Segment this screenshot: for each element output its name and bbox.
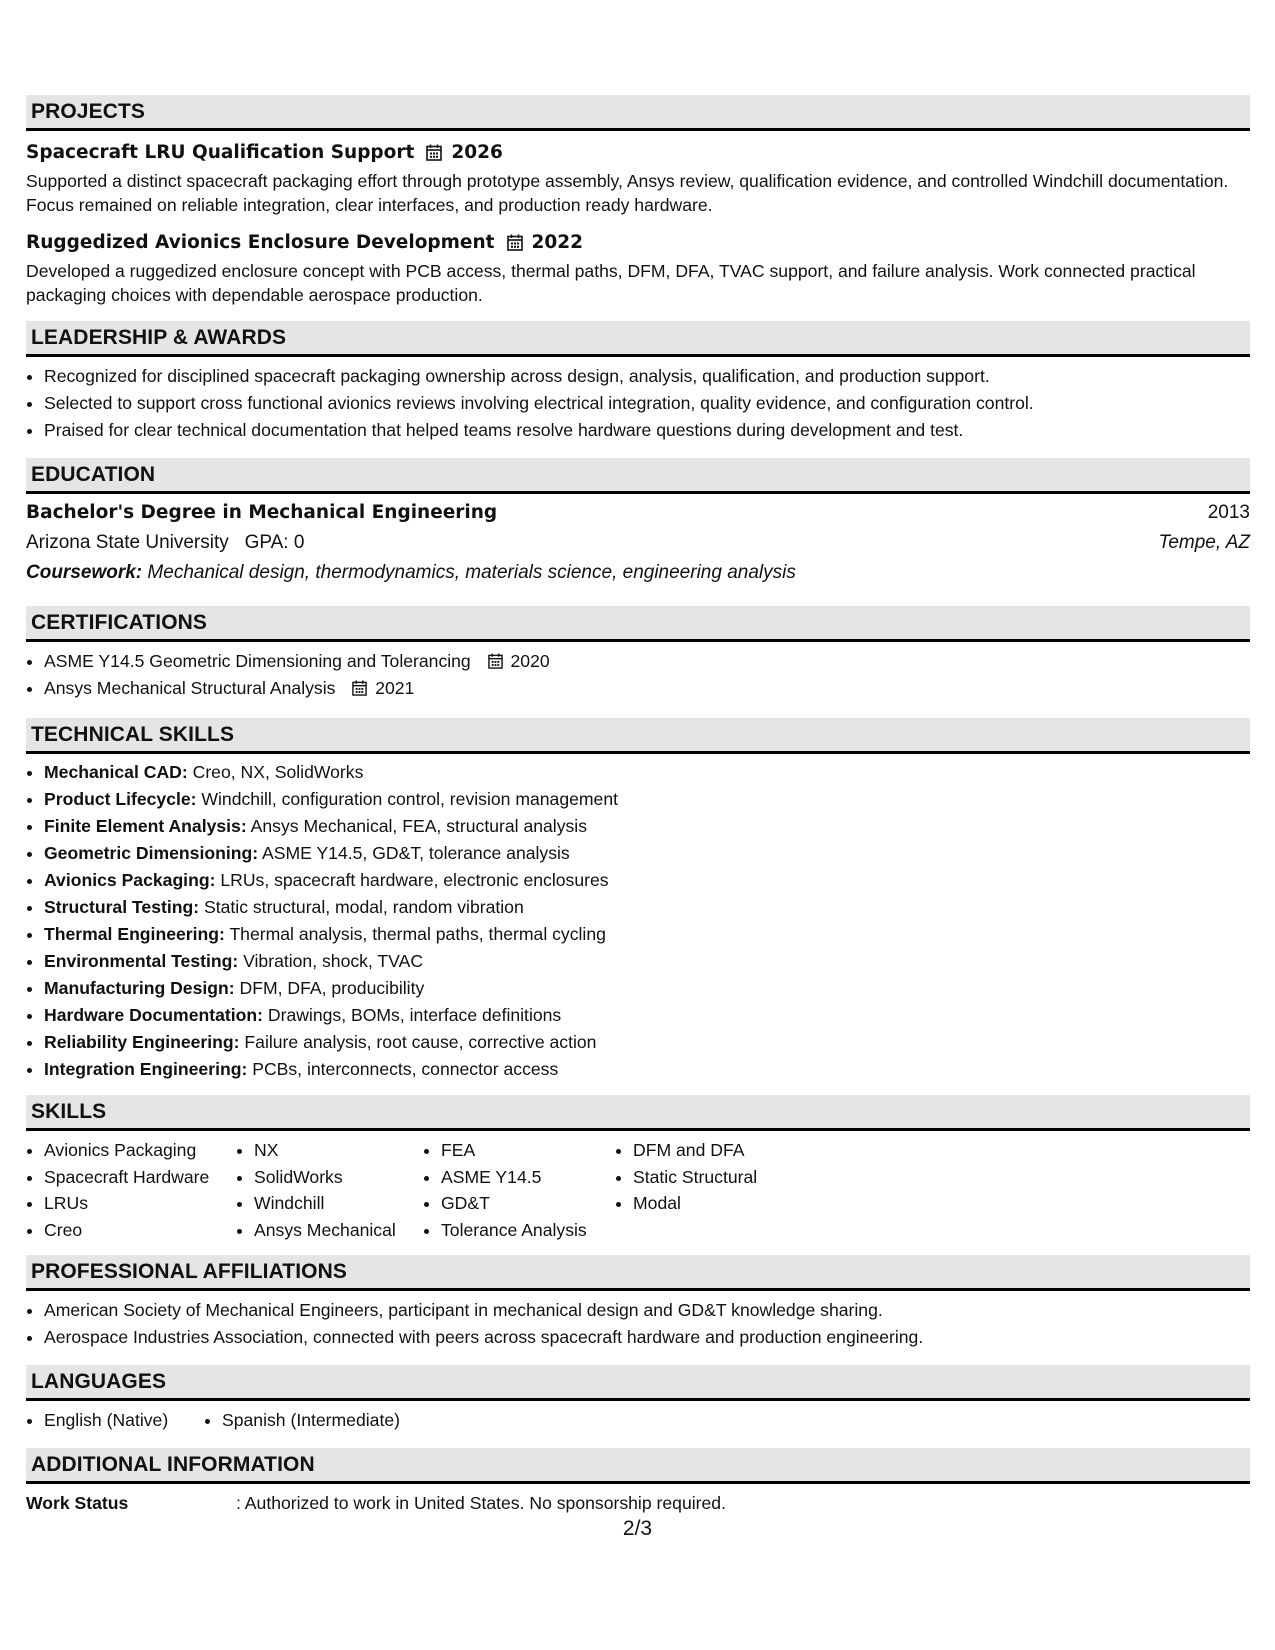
section-heading-technical-skills: TECHNICAL SKILLS [26, 718, 1250, 754]
leadership-list [26, 363, 1250, 444]
skill-label: Structural Testing: [44, 897, 200, 917]
skill-item [44, 759, 1250, 786]
skill-value: Windchill, configuration control, revision management [201, 789, 619, 809]
list-item: • Praised for clear technical documentation that helped teams resolve hardware questions during development and test. [44, 417, 1250, 444]
calendar-icon [488, 653, 503, 669]
list-item: • Avionics Packaging [44, 1137, 236, 1164]
affiliations-list [26, 1297, 1250, 1351]
coursework-text: Mechanical design, thermodynamics, materials science, engineering analysis [147, 562, 796, 583]
project-title: Spacecraft LRU Qualification Support [26, 141, 415, 163]
list-item: • FEA [441, 1137, 615, 1164]
languages-section [26, 1401, 1250, 1434]
certification-item [44, 675, 1250, 702]
skill-item [44, 975, 1250, 1002]
languages-list [26, 1407, 1250, 1434]
leadership-section [26, 357, 1250, 444]
skill-value: PCBs, interconnects, connector access [252, 1059, 559, 1079]
skills-column [236, 1137, 423, 1243]
skill-item [44, 1056, 1250, 1083]
skill-item [44, 840, 1250, 867]
list-item: • Static Structural [633, 1164, 833, 1191]
skill-item [44, 813, 1250, 840]
skill-label: Product Lifecycle: [44, 789, 197, 809]
skill-item [44, 786, 1250, 813]
certifications-list [26, 648, 1250, 702]
skills-grid [26, 1137, 1250, 1243]
skill-item [44, 921, 1250, 948]
resume-page [26, 95, 1250, 1516]
list-item: • Tolerance Analysis [441, 1217, 615, 1244]
skill-value: Ansys Mechanical, FEA, structural analysis [250, 816, 588, 836]
list-item: • Recognized for disciplined spacecraft packaging ownership across design, analysis, qualification, and production support. [44, 363, 1250, 390]
skill-label: Mechanical CAD: [44, 762, 188, 782]
project-year: 2022 [531, 231, 583, 253]
list-item: • DFM and DFA [633, 1137, 833, 1164]
list-item: • LRUs [44, 1190, 236, 1217]
skill-value: Static structural, modal, random vibration [204, 897, 524, 917]
project-description: Developed a ruggedized enclosure concept with PCB access, thermal paths, DFM, DFA, TVAC support, and failure analysis. Work connected practical packaging choices with dependable aerospace production. [26, 261, 1196, 305]
project-title: Ruggedized Avionics Enclosure Development [26, 231, 495, 253]
project-description: Supported a distinct spacecraft packaging effort through prototype assembly, Ansys review, qualification evidence, and controlled Windchill documentation. Focus remained on reliable integration, clear interfaces, and production ready hardware. [26, 171, 1229, 215]
section-heading-projects: PROJECTS [26, 95, 1250, 131]
school-and-gpa: Arizona State University GPA: 0 [26, 532, 305, 553]
skill-label: Finite Element Analysis: [44, 816, 247, 836]
certification-name: ASME Y14.5 Geometric Dimensioning and Tolerancing [44, 651, 471, 671]
coursework-label: Coursework: [26, 562, 143, 583]
list-item: • Modal [633, 1190, 833, 1217]
skill-label: Environmental Testing: [44, 951, 239, 971]
section-heading-languages: LANGUAGES [26, 1365, 1250, 1401]
list-item: • Creo [44, 1217, 236, 1244]
skill-item [44, 894, 1250, 921]
skill-label: Reliability Engineering: [44, 1032, 240, 1052]
skill-value: DFM, DFA, producibility [239, 978, 425, 998]
section-heading-leadership: LEADERSHIP & AWARDS [26, 321, 1250, 357]
skill-value: ASME Y14.5, GD&T, tolerance analysis [262, 843, 570, 863]
skills-column [423, 1137, 615, 1243]
certification-item [44, 648, 1250, 675]
page-indicator: 2/3 [622, 1517, 653, 1540]
graduation-year: 2013 [1207, 502, 1250, 523]
list-item: • Ansys Mechanical [254, 1217, 423, 1244]
certification-year: 2021 [375, 678, 415, 698]
skills-column [615, 1137, 833, 1243]
section-heading-affiliations: PROFESSIONAL AFFILIATIONS [26, 1255, 1250, 1291]
skill-item [44, 1002, 1250, 1029]
skill-value: Drawings, BOMs, interface definitions [267, 1005, 562, 1025]
skill-label: Hardware Documentation: [44, 1005, 263, 1025]
skill-label: Thermal Engineering: [44, 924, 225, 944]
school-location: Tempe, AZ [1158, 532, 1250, 553]
list-item: • SolidWorks [254, 1164, 423, 1191]
work-status-label: Work Status [26, 1493, 129, 1513]
list-item: • Spacecraft Hardware [44, 1164, 236, 1191]
skill-label: Geometric Dimensioning: [44, 843, 259, 863]
calendar-icon [352, 680, 367, 696]
section-heading-skills: SKILLS [26, 1095, 1250, 1131]
list-item: • NX [254, 1137, 423, 1164]
technical-skills-section [26, 754, 1250, 1083]
project-item [26, 229, 1250, 307]
list-item: • Spanish (Intermediate) [222, 1407, 400, 1434]
calendar-icon [507, 234, 523, 251]
skill-value: LRUs, spacecraft hardware, electronic enclosures [220, 870, 609, 890]
skill-label: Integration Engineering: [44, 1059, 248, 1079]
affiliations-section [26, 1291, 1250, 1351]
certifications-section [26, 642, 1250, 702]
skill-value: Failure analysis, root cause, corrective action [244, 1032, 597, 1052]
project-item [26, 139, 1250, 217]
skill-value: Vibration, shock, TVAC [243, 951, 424, 971]
certification-name: Ansys Mechanical Structural Analysis [44, 678, 336, 698]
education-section [26, 494, 1250, 588]
work-status-value: : Authorized to work in United States. No sponsorship required. [236, 1493, 726, 1513]
additional-section [26, 1484, 1250, 1516]
list-item: • GD&T [441, 1190, 615, 1217]
degree-title: Bachelor's Degree in Mechanical Engineering [26, 502, 498, 523]
section-heading-certifications: CERTIFICATIONS [26, 606, 1250, 642]
skill-value: Creo, NX, SolidWorks [192, 762, 364, 782]
skills-section [26, 1131, 1250, 1243]
projects-section [26, 131, 1250, 307]
skill-item [44, 948, 1250, 975]
skill-item [44, 1029, 1250, 1056]
section-heading-additional: ADDITIONAL INFORMATION [26, 1448, 1250, 1484]
skill-label: Avionics Packaging: [44, 870, 216, 890]
skill-label: Manufacturing Design: [44, 978, 235, 998]
section-heading-education: EDUCATION [26, 458, 1250, 494]
list-item: • Windchill [254, 1190, 423, 1217]
skills-column [26, 1137, 236, 1243]
skill-item [44, 867, 1250, 894]
list-item: • English (Native) [44, 1407, 204, 1434]
project-year: 2026 [451, 141, 503, 163]
list-item: • ASME Y14.5 [441, 1164, 615, 1191]
calendar-icon [426, 144, 442, 161]
list-item: • Selected to support cross functional avionics reviews involving electrical integration, quality evidence, and configuration control. [44, 390, 1250, 417]
list-item: • Aerospace Industries Association, connected with peers across spacecraft hardware and production engineering. [44, 1324, 1250, 1351]
list-item: • American Society of Mechanical Engineers, participant in mechanical design and GD&T knowledge sharing. [44, 1297, 1250, 1324]
skill-value: Thermal analysis, thermal paths, thermal cycling [229, 924, 606, 944]
certification-year: 2020 [510, 651, 550, 671]
technical-skills-list [26, 759, 1250, 1083]
